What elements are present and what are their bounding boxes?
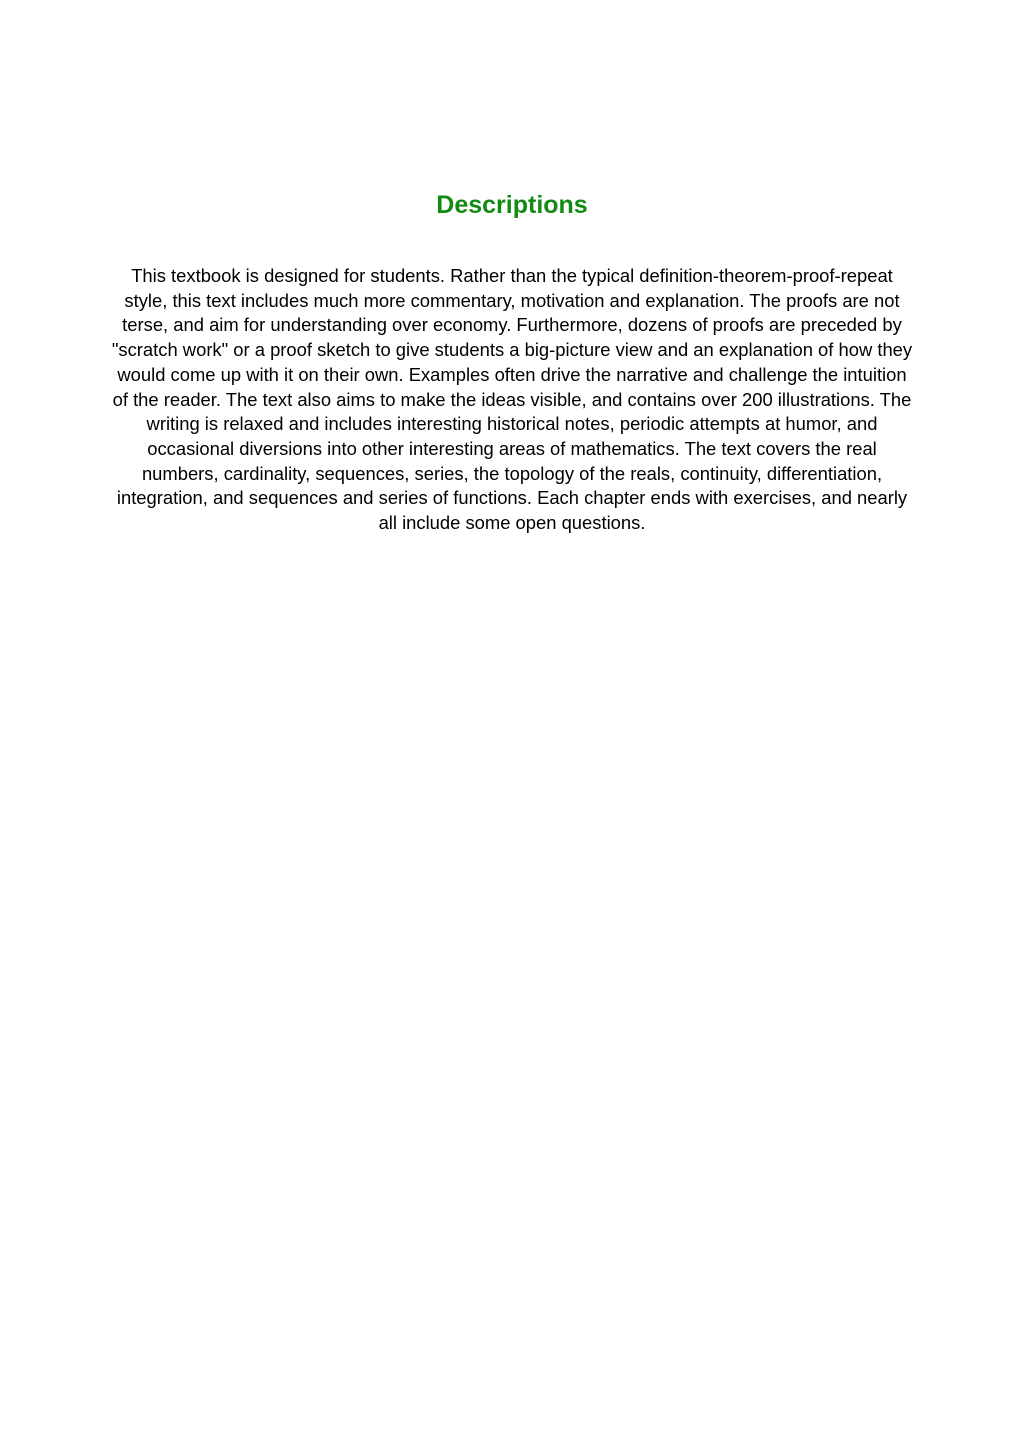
description-line: would come up with it on their own. Examples often drive the narrative and challenge the intuition (117, 363, 907, 385)
page-title: Descriptions (436, 191, 588, 219)
description-line: occasional diversions into other interesting areas of mathematics. The text covers the real (147, 437, 877, 459)
description-paragraph (40, 264, 984, 536)
description-line: writing is relaxed and includes interesting historical notes, periodic attempts at humor, and (146, 413, 878, 435)
description-line: numbers, cardinality, sequences, series, the topology of the reals, continuity, differentiation, (141, 462, 883, 484)
description-line: This textbook is designed for students. Rather than the typical definition-theorem-proof-repeat (131, 265, 893, 286)
description-line: of the reader. The text also aims to make the ideas visible, and contains over 200 illustrations. The (112, 388, 912, 410)
description-line: terse, and aim for understanding over economy. Furthermore, dozens of proofs are preceded by (122, 314, 902, 336)
description-line: integration, and sequences and series of functions. Each chapter ends with exercises, and nearly (116, 487, 908, 509)
description-line: all include some open questions. (378, 512, 646, 534)
description-line: style, this text includes much more commentary, motivation and explanation. The proofs are not (124, 289, 900, 311)
description-line: "scratch work" or a proof sketch to give students a big-picture view and an explanation of how they (111, 339, 913, 361)
